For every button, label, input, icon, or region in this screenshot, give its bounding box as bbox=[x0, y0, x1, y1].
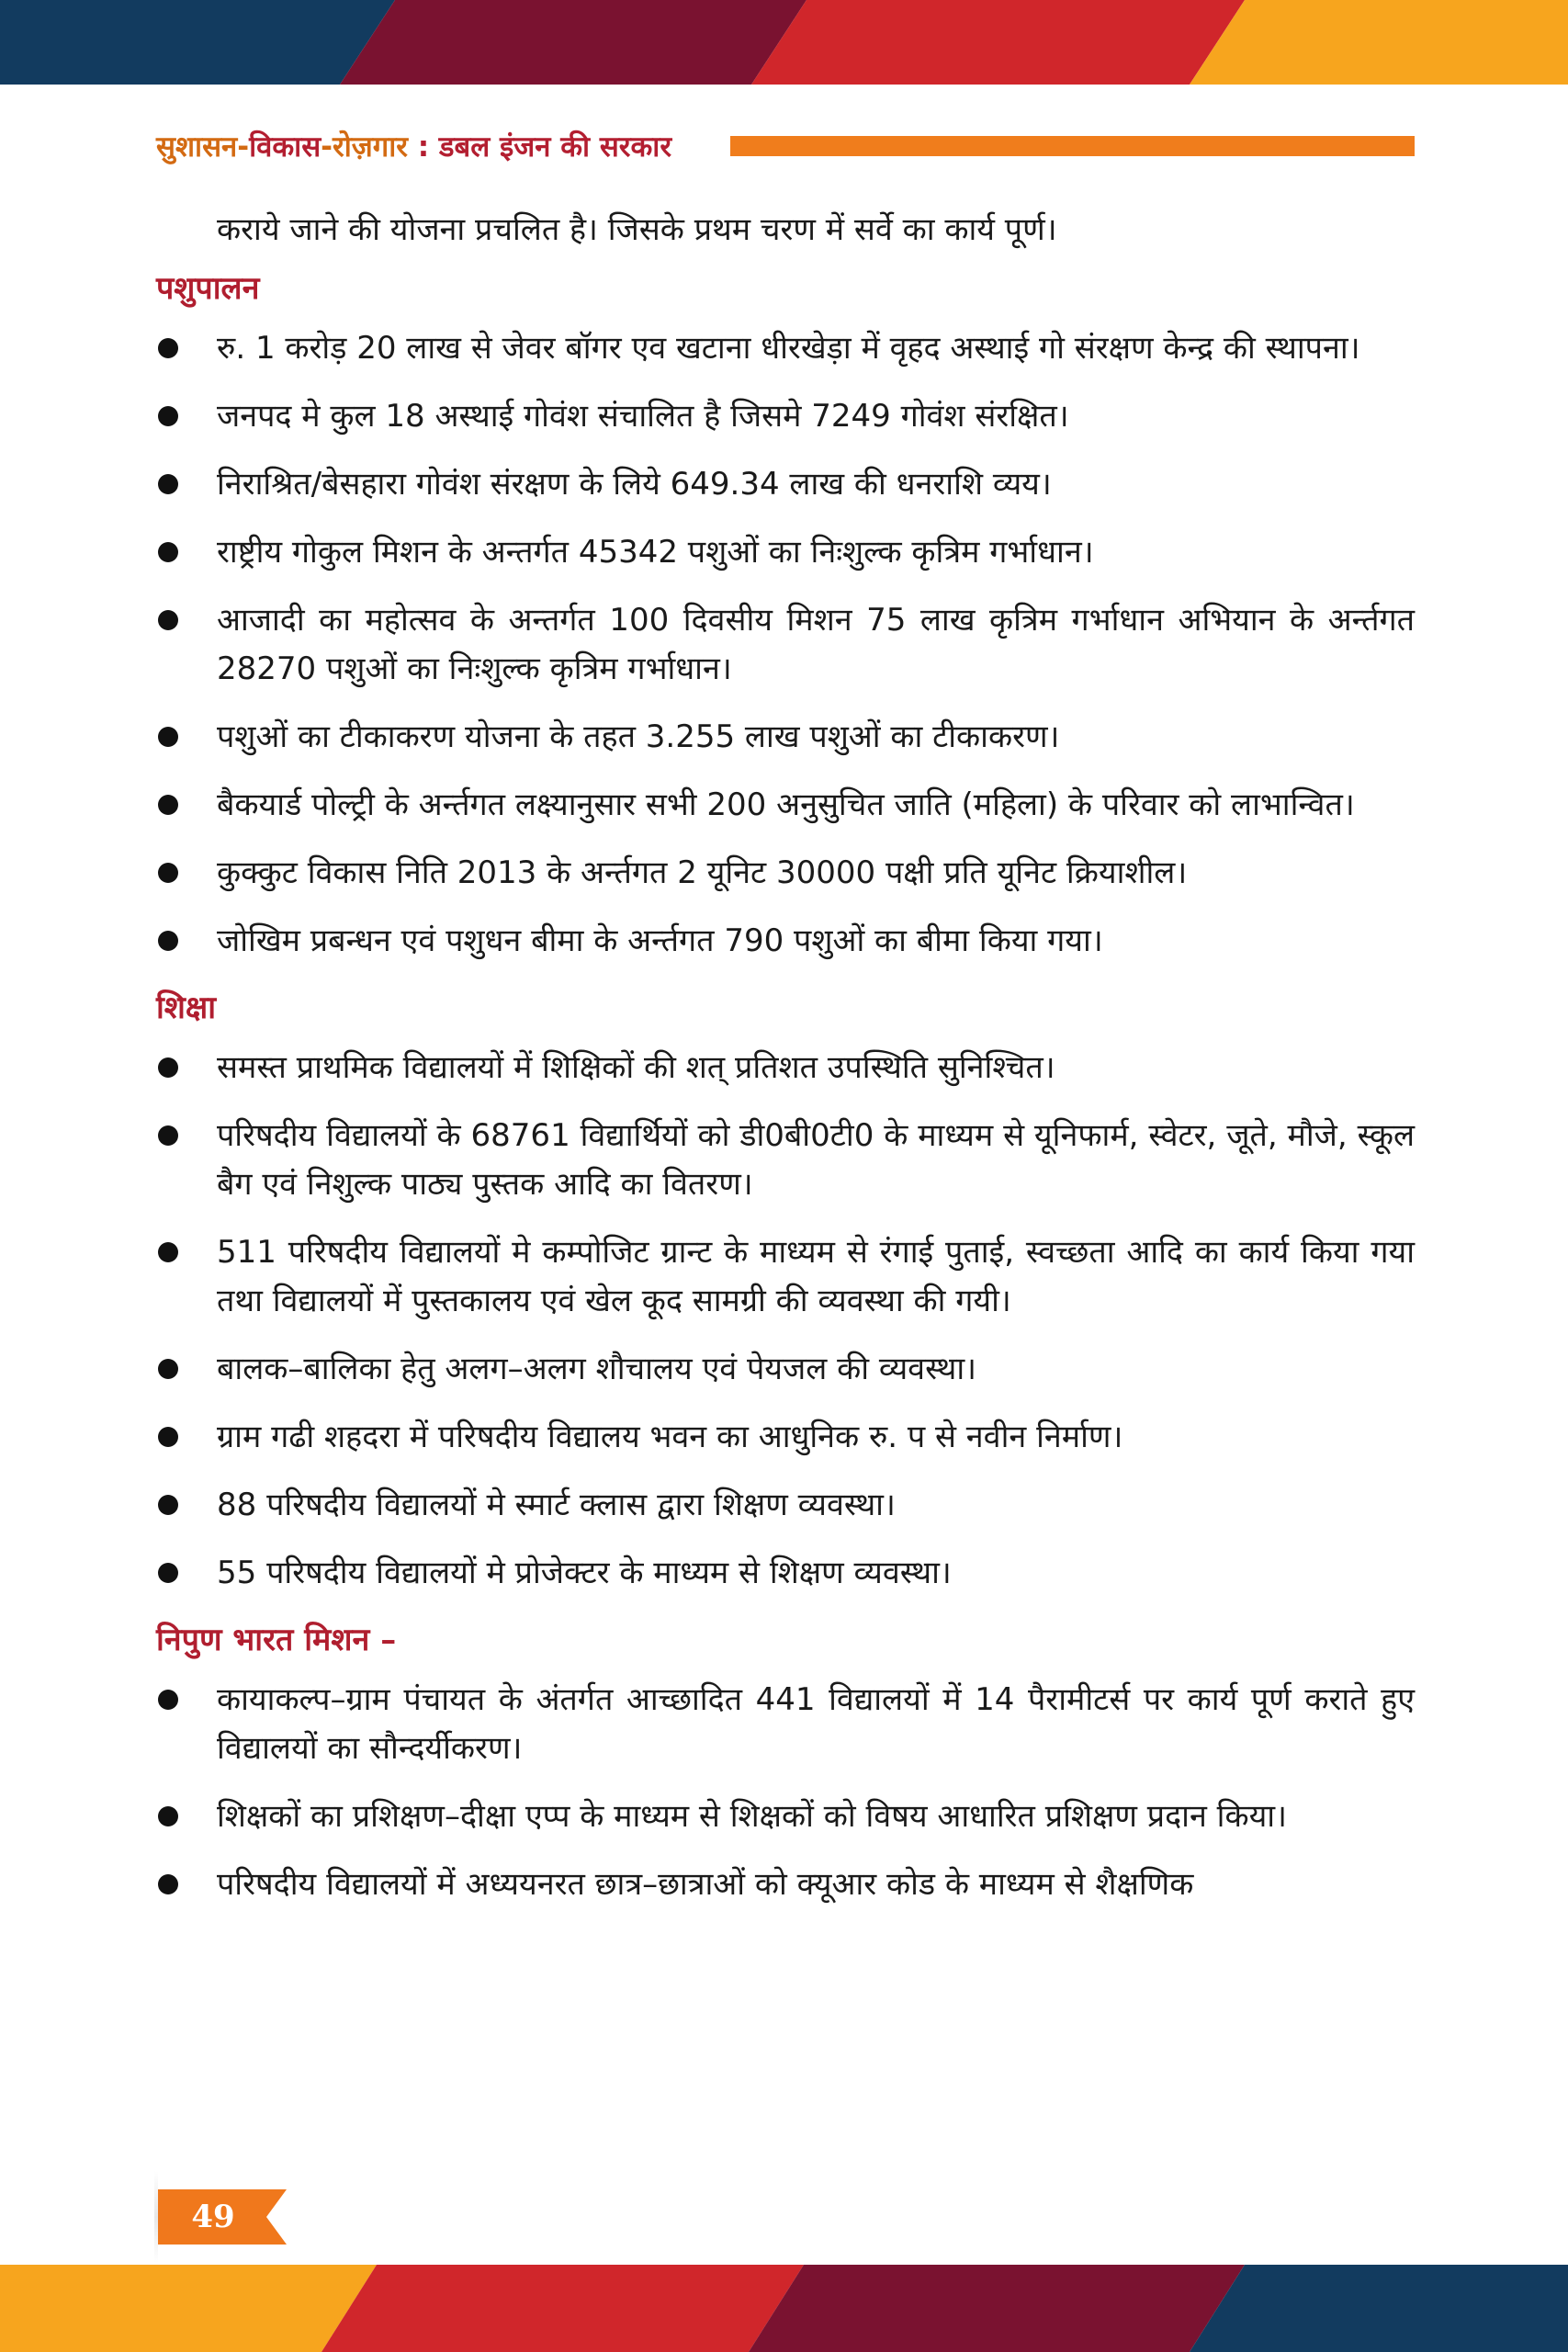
bullet-icon bbox=[158, 1690, 178, 1710]
bullet-icon bbox=[158, 542, 178, 562]
list-item bbox=[156, 1549, 1415, 1598]
bullet-icon bbox=[158, 1495, 178, 1515]
list-item bbox=[156, 713, 1415, 762]
list-item-text: परिषदीय विद्यालयों के 68761 विद्यार्थियों को डी0बी0टी0 के माध्यम से यूनिफार्म, स्वेटर, जूते, मौजे, स्कूल बैग एवं निशुल्क पाठ्य पुस्तक आदि का वितरण। bbox=[217, 1117, 1415, 1203]
header-title-part: - bbox=[321, 130, 333, 164]
bullet-icon bbox=[158, 1359, 178, 1379]
header-title-part: विकास bbox=[249, 130, 321, 164]
list-item-text: निराश्रित/बेसहारा गोवंश संरक्षण के लिये 649.34 लाख की धनराशि व्यय। bbox=[217, 466, 1052, 503]
bullet-icon bbox=[158, 1427, 178, 1447]
bullet-icon bbox=[158, 406, 178, 426]
list-item-text: पशुओं का टीकाकरण योजना के तहत 3.255 लाख पशुओं का टीकाकरण। bbox=[217, 718, 1060, 755]
list-item bbox=[156, 1413, 1415, 1462]
header-title-part: : डबल इंजन की सरकार bbox=[407, 130, 672, 164]
list-item bbox=[156, 781, 1415, 830]
section-education bbox=[156, 985, 1415, 1598]
running-header bbox=[156, 129, 1415, 165]
list-item-text: शिक्षकों का प्रशिक्षण–दीक्षा एप्प के माध्यम से शिक्षकों को विषय आधारित प्रशिक्षण प्रदान किया। bbox=[217, 1798, 1287, 1835]
bottom-color-band bbox=[0, 2265, 1568, 2352]
bullet-list bbox=[156, 1676, 1415, 1909]
header-rule bbox=[730, 136, 1415, 156]
bullet-icon bbox=[158, 1057, 178, 1078]
list-item-text: कायाकल्प–ग्राम पंचायत के अंतर्गत आच्छादित 441 विद्यालयों में 14 पैरामीटर्स पर कार्य पूर्ण कराते हुए विद्यालयों का सौन्दर्यीकरण। bbox=[217, 1681, 1415, 1767]
section-heading: शिक्षा bbox=[156, 989, 217, 1026]
list-item bbox=[156, 1044, 1415, 1092]
list-item-text: समस्त प्राथमिक विद्यालयों में शिक्षिकों की शत् प्रतिशत उपस्थिति सुनिश्चित। bbox=[217, 1049, 1055, 1086]
section-heading: पशुपालन bbox=[156, 270, 260, 307]
list-item-text: कुक्कुट विकास निति 2013 के अर्न्तगत 2 यूनिट 30000 पक्षी प्रति यूनिट क्रियाशील। bbox=[217, 854, 1188, 891]
list-item bbox=[156, 849, 1415, 898]
bullet-icon bbox=[158, 338, 178, 358]
page-content bbox=[156, 207, 1415, 1928]
list-item-text: परिषदीय विद्यालयों में अध्ययनरत छात्र–छात्राओं को क्यूआर कोड के माध्यम से शैक्षणिक bbox=[217, 1866, 1194, 1903]
list-item bbox=[156, 917, 1415, 966]
bullet-list bbox=[156, 324, 1415, 966]
bullet-icon bbox=[158, 1242, 178, 1262]
header-title-part: सुशासन bbox=[156, 130, 238, 164]
list-item-text: बैकयार्ड पोल्ट्री के अर्न्तगत लक्ष्यानुसार सभी 200 अनुसुचित जाति (महिला) के परिवार को लाभान्वित। bbox=[217, 786, 1355, 823]
list-item-text: 88 परिषदीय विद्यालयों मे स्मार्ट क्लास द्वारा शिक्षण व्यवस्था। bbox=[217, 1487, 896, 1523]
bullet-icon bbox=[158, 1874, 178, 1894]
header-title-part: रोज़गार bbox=[333, 130, 408, 164]
list-item bbox=[156, 1676, 1415, 1773]
list-item bbox=[156, 1860, 1415, 1909]
bullet-icon bbox=[158, 1125, 178, 1146]
section-nipun-bharat bbox=[156, 1617, 1415, 1909]
bullet-icon bbox=[158, 931, 178, 951]
list-item bbox=[156, 528, 1415, 577]
bullet-list bbox=[156, 1044, 1415, 1598]
list-item bbox=[156, 1112, 1415, 1209]
bullet-icon bbox=[158, 1806, 178, 1826]
list-item bbox=[156, 596, 1415, 694]
page-number-tab bbox=[158, 2189, 287, 2245]
top-color-band bbox=[0, 0, 1568, 85]
list-item bbox=[156, 1792, 1415, 1841]
list-item bbox=[156, 392, 1415, 441]
continuation-line: कराये जाने की योजना प्रचलित है। जिसके प्रथम चरण में सर्वे का कार्य पूर्ण। bbox=[217, 211, 1057, 248]
header-title-part: - bbox=[237, 130, 250, 164]
list-item-text: बालक–बालिका हेतु अलग–अलग शौचालय एवं पेयजल की व्यवस्था। bbox=[217, 1351, 977, 1387]
list-item-text: आजादी का महोत्सव के अन्तर्गत 100 दिवसीय मिशन 75 लाख कृत्रिम गर्भाधान अभियान के अर्न्तगत 28270 पशुओं का निःशुल्क कृत्रिम गर्भाधान। bbox=[217, 602, 1415, 687]
section-animal-husbandry bbox=[156, 266, 1415, 966]
list-item bbox=[156, 1345, 1415, 1394]
list-item-text: रु. 1 करोड़ 20 लाख से जेवर बॉगर एव खटाना धीरखेड़ा में वृहद अस्थाई गो संरक्षण केन्द्र की स्थापना। bbox=[217, 330, 1360, 367]
bullet-icon bbox=[158, 474, 178, 494]
list-item-text: जनपद मे कुल 18 अस्थाई गोवंश संचालित है जिसमे 7249 गोवंश संरक्षित। bbox=[217, 398, 1069, 435]
list-item bbox=[156, 1228, 1415, 1326]
bullet-icon bbox=[158, 1563, 178, 1583]
list-item-text: 55 परिषदीय विद्यालयों मे प्रोजेक्टर के माध्यम से शिक्षण व्यवस्था। bbox=[217, 1555, 952, 1591]
list-item-text: राष्ट्रीय गोकुल मिशन के अन्तर्गत 45342 पशुओं का निःशुल्क कृत्रिम गर्भाधान। bbox=[217, 534, 1094, 571]
list-item-text: ग्राम गढी शहदरा में परिषदीय विद्यालय भवन का आधुनिक रु. प से नवीन निर्माण। bbox=[217, 1419, 1123, 1455]
page-number: 49 bbox=[191, 2199, 235, 2235]
list-item-text: 511 परिषदीय विद्यालयों मे कम्पोजिट ग्रान्ट के माध्यम से रंगाई पुताई, स्वच्छता आदि का कार्य किया गया तथा विद्यालयों में पुस्तकालय एवं खेल कूद सामग्री की व्यवस्था की गयी। bbox=[217, 1234, 1415, 1319]
list-item bbox=[156, 1481, 1415, 1530]
bullet-icon bbox=[158, 795, 178, 815]
bullet-icon bbox=[158, 863, 178, 883]
section-heading: निपुण भारत मिशन – bbox=[156, 1622, 397, 1658]
bullet-icon bbox=[158, 610, 178, 630]
header-title bbox=[156, 129, 671, 165]
list-item-text: जोखिम प्रबन्धन एवं पशुधन बीमा के अर्न्तगत 790 पशुओं का बीमा किया गया। bbox=[217, 922, 1103, 959]
list-item bbox=[156, 460, 1415, 509]
list-item bbox=[156, 324, 1415, 373]
bullet-icon bbox=[158, 727, 178, 747]
